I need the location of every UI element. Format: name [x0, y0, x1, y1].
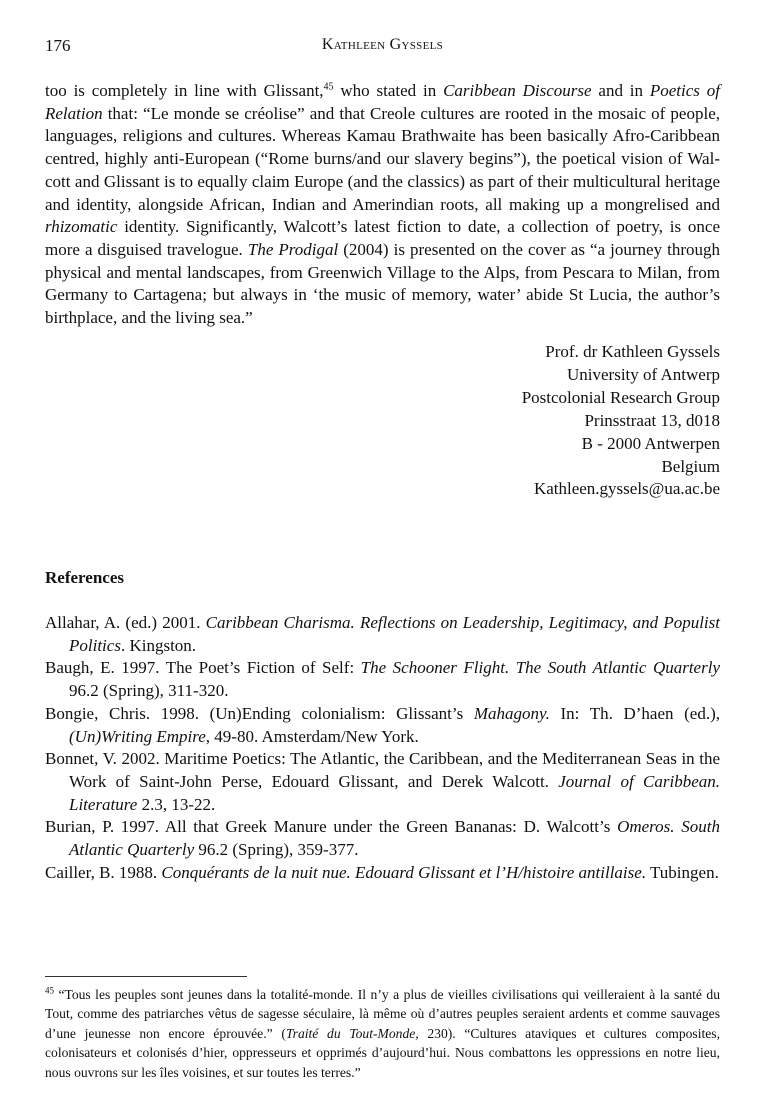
- reference-entry: [45, 816, 720, 861]
- reference-entry: [45, 657, 720, 702]
- page-number: 176: [45, 36, 71, 55]
- ref-text: Burian, P. 1997. All that Greek Manure under the Green Bananas: D. Walcott’s: [45, 817, 618, 837]
- footnote-divider: [45, 976, 247, 977]
- ref-title: The Schooner Flight. The South Atlantic Quarterly: [360, 658, 720, 678]
- ref-text: , 49-80. Amsterdam/New York.: [205, 726, 419, 746]
- ref-text: Bongie, Chris. 1998. (Un)Ending colonialism: Glissant’s: [45, 703, 474, 723]
- ref-text: 96.2 (Spring), 311-320.: [69, 681, 229, 701]
- ref-text: Bonnet, V. 2002. Maritime Poetics: The Atlantic, the Caribbean, and the Mediterranean Seas in the Work of Saint-John Perse, Edouard Glissant, and Derek Walcott.: [45, 749, 720, 791]
- ref-text: 2.3, 13-22.: [137, 794, 216, 814]
- references-list: [45, 612, 720, 884]
- footnote-number: 45: [45, 985, 54, 996]
- reference-entry: [45, 612, 720, 657]
- footnote-text: 230). “Cultures ataviques et cultures composites, colonisateurs et colonisés d’hier, oppresseurs et opprimés d’aujourd’hui. Nous combattons les oppressions en notre lieu, nous ouvrons sur les îles voisines, et sur toutes les terres.”: [45, 1025, 720, 1080]
- body-paragraph: [45, 80, 720, 330]
- body-text-segment: too is completely in line with Glissant,: [45, 81, 324, 100]
- ref-title: Caribbean Charisma. Reflections on Leadership, Legitimacy, and Populist Politics: [69, 613, 720, 655]
- ref-title: Omeros. South Atlantic Quarterly: [69, 817, 720, 860]
- book-title: Poetics of Relation: [45, 81, 720, 123]
- ref-text: Allahar, A. (ed.) 2001.: [45, 613, 206, 632]
- body-text-segment: identity. Significantly, Walcott’s latest fiction to date, a collection of poetry, is once more a disguised travelogue.: [45, 217, 720, 259]
- running-head: Kathleen Gyssels: [321, 36, 444, 53]
- italic-term: rhizomatic: [45, 217, 118, 237]
- author-country: Belgium: [661, 456, 720, 476]
- footnote: [45, 985, 720, 1082]
- body-text-segment: that: “Le monde se créolise” and that Creole cultures are rooted in the mosaic of people, languages, religions and cultures. Whereas Kamau Brathwaite has been basically Afro-Caribbean centred, highly anti-European (“Rome burns/and our slavery begins”), the poetical vision of Walcott and Glissant is to equally claim Europe (and the classics) as part of their multicultural heritage and identity, alongside African, Indian and Amerindian roots, all making up a mongrelised and: [45, 103, 720, 214]
- ref-title: Journal of Caribbean. Literature: [69, 771, 720, 814]
- ref-title: Mahagony.: [473, 703, 550, 723]
- ref-title: Conquérants de la nuit nue. Edouard Glissant et l’H/histoire antillaise.: [161, 862, 647, 882]
- footnote-title: Traité du Tout-Monde,: [285, 1025, 419, 1041]
- author-group: Postcolonial Research Group: [521, 387, 720, 407]
- ref-text: 96.2 (Spring), 359-377.: [194, 840, 359, 860]
- page-header: [45, 36, 720, 58]
- footnote-text: “Tous les peuples sont jeunes dans la totalité-monde. Il n’y a plus de vieilles civilisations qui veilleraient à la santé du Tout, comme des patriarches vêtus de sagesse séculaire, là même où d’autres peuples seraient ardents et comme sauvages d’une jeunesse non encore éprouvée.” (: [45, 987, 720, 1041]
- author-name: Prof. dr Kathleen Gyssels: [545, 342, 720, 361]
- ref-text: Baugh, E. 1997. The Poet’s Fiction of Self:: [45, 658, 361, 678]
- references-heading: References: [45, 568, 124, 587]
- ref-text: In: Th. D’haen (ed.),: [549, 703, 721, 723]
- author-email[interactable]: Kathleen.gyssels@ua.ac.be: [533, 479, 720, 499]
- author-city: B - 2000 Antwerpen: [581, 433, 720, 453]
- reference-entry: [45, 703, 720, 748]
- author-address: [522, 341, 720, 501]
- author-institution: University of Antwerp: [567, 364, 720, 384]
- reference-entry: [45, 862, 720, 885]
- body-text-segment: (2004) is presented on the cover as “a journey through physical and mental landscapes, from Greenwich Village to the Alps, from Pescara to Milan, from Germany to Cartagena; but always in ‘the music of memory, water’ abide St Lucia, the author’s birthplace, and the living sea.”: [45, 239, 720, 328]
- author-street: Prinsstraat 13, d018: [584, 410, 720, 430]
- reference-entry: [45, 748, 720, 816]
- body-text-segment: and in: [591, 81, 650, 100]
- book-title: The Prodigal: [247, 239, 339, 259]
- body-text-segment: who stated in: [333, 81, 444, 100]
- footnote-reference[interactable]: 45: [323, 81, 334, 93]
- ref-text: Tubingen.: [646, 862, 719, 882]
- ref-title: (Un)Writing Empire: [69, 726, 206, 746]
- ref-text: . Kingston.: [120, 635, 197, 655]
- book-title: Caribbean Discourse: [443, 81, 592, 100]
- ref-text: Cailler, B. 1988.: [45, 862, 162, 882]
